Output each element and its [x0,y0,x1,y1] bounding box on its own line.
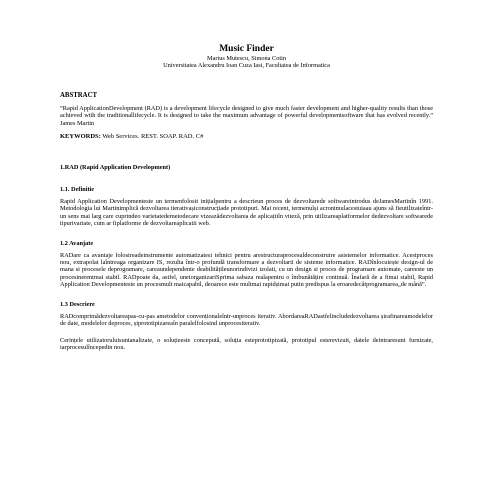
keywords-line [60,133,433,141]
section-1-2-text: RADare ca avantaje folosireadeinstrumente automatizatesi tehnici pentru arestructuraprocesuldeconstruire asistemelor informatice. Acestproces nou, extrapolat laîntreaga organizare IS, rezulta într-o profundă transformare a dezvoltarii de sisteme informatice. RADînlocuiește design-ul de mana si procesele deprogramare, careaundependente deabilitățileunorindivizi izolati, cu un design si proces de programare automate, careeste un procesinerentmai stabil. RADpoate da, astfel, uneiorganizariSprima sabaza realapentru o îmbunătățire continuă. Înafară de a fimai stabil, Rapid Application Developmenteste un procesmult maicapabil, deoarece este multmai rapidșimai putin predispus la eroaredecâtprogramarea„de mână”. [60,251,433,289]
section-1-3-text-2: Cerințele utilizatoruluisuntanalizate, o soluțieeste concepută, soluția esteprototipizată, prototipul esterevizuit, datele deintraresunt furnizate, iarprocesulîncepedin nou. [60,336,433,351]
section-1-3-text-1: RADcomprimădezvoltareapas-cu-pas ametodelor convenționaleîntr-unproces iterativ. AbordareaRADastfelincludedezvoltarea șirafinareamodelelor de date, modelelor deproces, șiprototipizareaîn paralelfolosind unprocesiterativ. [60,312,433,328]
paper-header [60,44,433,70]
section-1-1-text: Rapid Application Developmenteste un termenfolosit inițialpentru a descrieun proces de dezvoltarede softwareintrodus deJamesMartinîn 1991. Metodologia lui Martinimplică dezvoltarea iterativașiconstrucțiade prototipuri. Mai recent, termenulși acronimulacestuiaau ajuns să fieutilizateîntr-un sens mai larg care cuprindeo varietatedemetodecare vizeazădezvoltarea de aplicațiiîn viteză, prin utilizareaplatformelor dedezvoltare softwarede tipurivariate, cum ar fiplatforme de dezvoltareaplicatii web. [60,198,433,228]
section-1-1-heading: 1.1. Definitie [60,186,95,194]
section-1-2-heading: 1.2 Avanjate [60,239,94,247]
keywords-text: Web Services. REST. SOAP. RAD. C# [100,133,204,141]
abstract-heading: ABSTRACT [60,91,98,99]
keywords-label: KEYWORDS: [60,133,101,141]
abstract-text: “Rapid ApplicationDevelopment (RAD) is a development lifecycle designed to give much faster development and higher-quality results than those achieved with the traditionallifecycle. It is designed to take the maximum advantage of powerful developmentsoftware that has evolved recently.” James Martin [60,104,433,127]
paper-affiliation: Universitatea Alexandru Ioan Cuza Iasi, Facultatea de Informatica [163,62,330,70]
paper-title: Music Finder [219,44,274,54]
paper-authors: Marius Mutescu, Simona Cotin [206,55,287,62]
section-1-heading: 1.RAD (Rapid Application Development) [60,164,171,172]
section-1-3-heading: 1.3 Descriere [60,300,95,308]
